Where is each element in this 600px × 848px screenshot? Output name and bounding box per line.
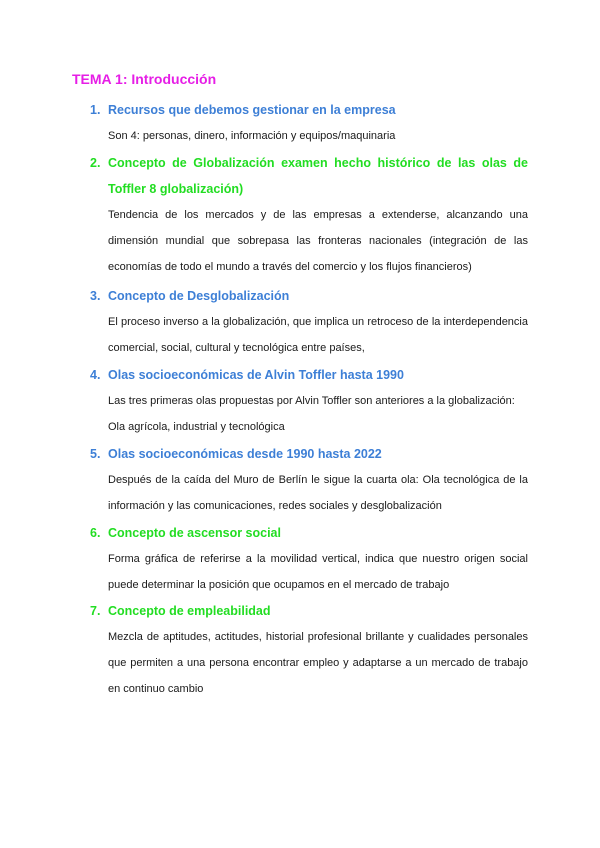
item-heading-text: Concepto de Globalización examen hecho histórico de las olas de — [108, 156, 528, 170]
item-heading-text: Olas socioeconómicas desde 1990 hasta 2022 — [108, 447, 382, 461]
item-heading-text: Concepto de ascensor social — [108, 526, 281, 540]
item-number: 7. — [90, 604, 101, 618]
item-body-continuation: Ola agrícola, industrial y tecnológica — [108, 421, 285, 433]
item-number: 6. — [90, 526, 101, 540]
item-heading-text: Recursos que debemos gestionar en la empresa — [108, 103, 396, 117]
item-body: El proceso inverso a la globalización, que implica un retroceso de la interdependencia comercial, social, cultural y tecnológica entre países, — [108, 316, 528, 354]
item-body: Después de la caída del Muro de Berlín le sigue la cuarta ola: Ola tecnológica de la información y las comunicaciones, redes sociales y desglobalización — [108, 474, 528, 512]
list-item-3 — [90, 283, 528, 361]
item-heading — [90, 520, 528, 546]
list-item-2 — [90, 150, 528, 280]
item-body: Mezcla de aptitudes, actitudes, historial profesional brillante y cualidades personales que permiten a una persona encontrar empleo y adaptarse a un mercado de trabajo en continuo cambio — [108, 631, 528, 695]
item-heading-text: Olas socioeconómicas de Alvin Toffler hasta 1990 — [108, 368, 404, 382]
list-item-6 — [90, 520, 528, 598]
item-body: Forma gráfica de referirse a la movilidad vertical, indica que nuestro origen social puede determinar la posición que ocupamos en el mercado de trabajo — [108, 553, 528, 591]
item-body: Tendencia de los mercados y de las empresas a extenderse, alcanzando una dimensión mundial que sobrepasa las fronteras nacionales (integración de las economías de todo el mundo a través del comercio y los flujos financieros) — [108, 209, 528, 273]
item-heading — [90, 598, 528, 624]
list-item-5 — [90, 441, 528, 519]
item-heading — [90, 97, 528, 123]
item-heading — [90, 283, 528, 309]
item-body: Son 4: personas, dinero, información y equipos/maquinaria — [108, 130, 396, 142]
item-heading-text: Concepto de Desglobalización — [108, 289, 290, 303]
item-number: 3. — [90, 289, 101, 303]
item-number: 4. — [90, 368, 101, 382]
item-heading — [90, 150, 528, 176]
item-heading-text: Toffler 8 globalización) — [108, 182, 244, 196]
list-item-4 — [90, 362, 528, 440]
page-title: TEMA 1: Introducción — [72, 71, 217, 87]
item-number: 1. — [90, 103, 101, 117]
item-body: Las tres primeras olas propuestas por Alvin Toffler son anteriores a la globalización: — [108, 395, 515, 407]
item-heading-text: Concepto de empleabilidad — [108, 604, 271, 618]
item-heading — [90, 441, 528, 467]
item-heading — [90, 362, 528, 388]
item-heading-continuation — [90, 176, 528, 202]
item-number: 5. — [90, 447, 101, 461]
list-item-7 — [90, 598, 528, 702]
list-item-1 — [90, 97, 528, 149]
item-number: 2. — [90, 156, 101, 170]
